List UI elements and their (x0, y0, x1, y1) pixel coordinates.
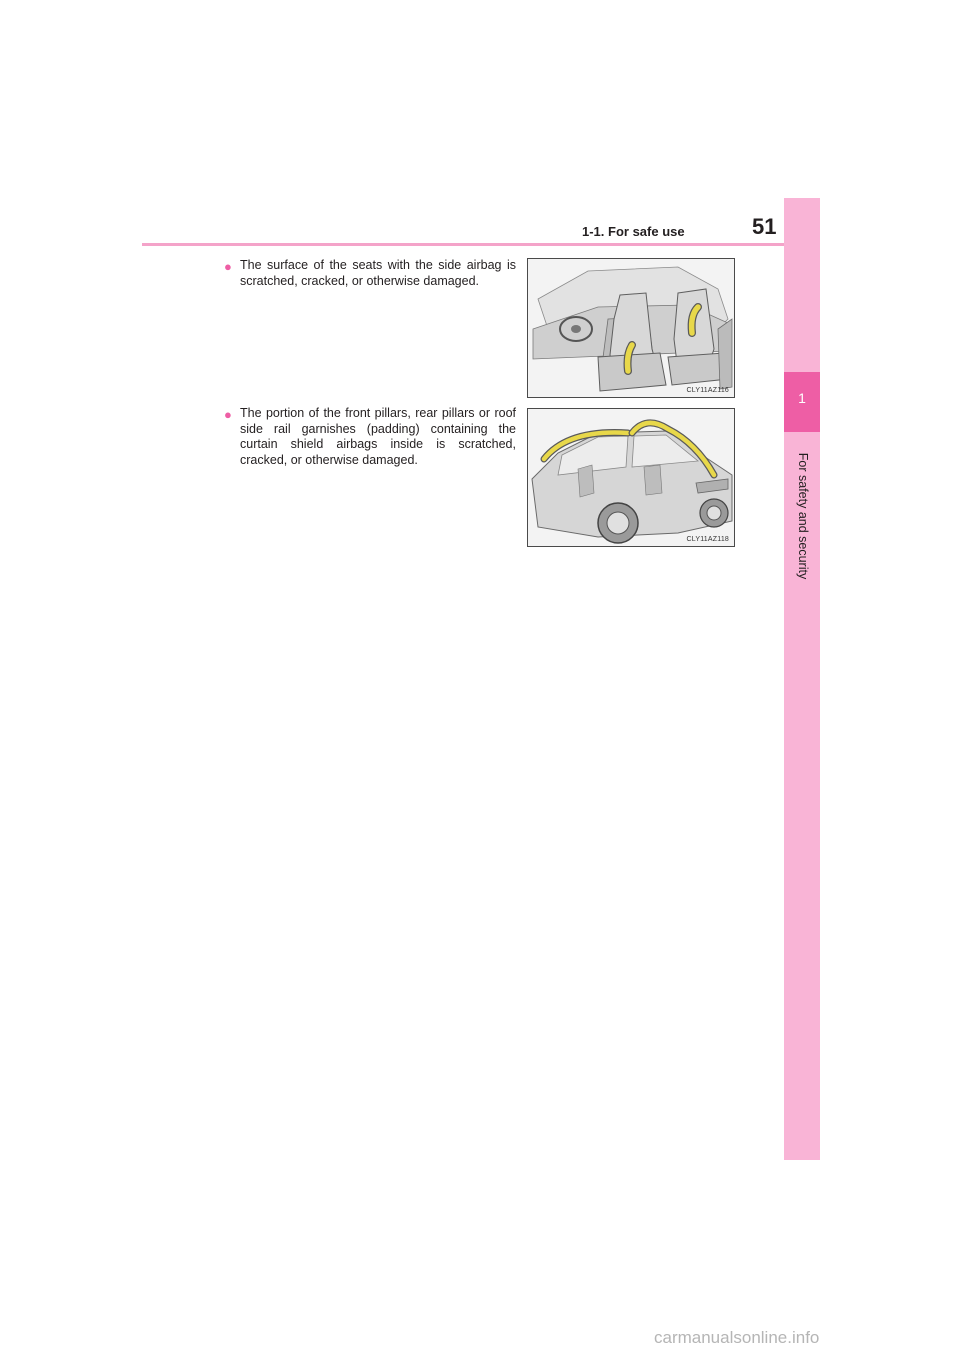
seat-interior-drawing (528, 259, 734, 397)
figure-code: CLY11AZ118 (686, 536, 729, 543)
car-exterior-drawing (528, 409, 734, 546)
list-item (224, 258, 516, 289)
side-airbag-seat-illustration (527, 258, 735, 398)
item-text: The surface of the seats with the side airbag is scratched, cracked, or otherwise damaged. (240, 258, 516, 288)
header-divider (142, 243, 820, 246)
item-text: The portion of the front pillars, rear pillars or roof side rail garnishes (padding) containing the curtain shield airbags inside is scratched, cracked, or otherwise damaged. (240, 406, 516, 467)
page-number: 51 (752, 214, 777, 239)
curtain-airbag-car-illustration (527, 408, 735, 547)
watermark: carmanualsonline.info (654, 1328, 820, 1347)
bullet-icon: ● (224, 259, 232, 274)
chapter-title: For safety and security (796, 452, 810, 580)
chapter-side-tab (784, 198, 820, 1160)
bullet-icon: ● (224, 407, 232, 422)
section-title: 1-1. For safe use (582, 224, 685, 239)
list-item (224, 406, 516, 468)
chapter-number: 1 (798, 390, 806, 406)
figure-code: CLY11AZ116 (686, 387, 729, 394)
